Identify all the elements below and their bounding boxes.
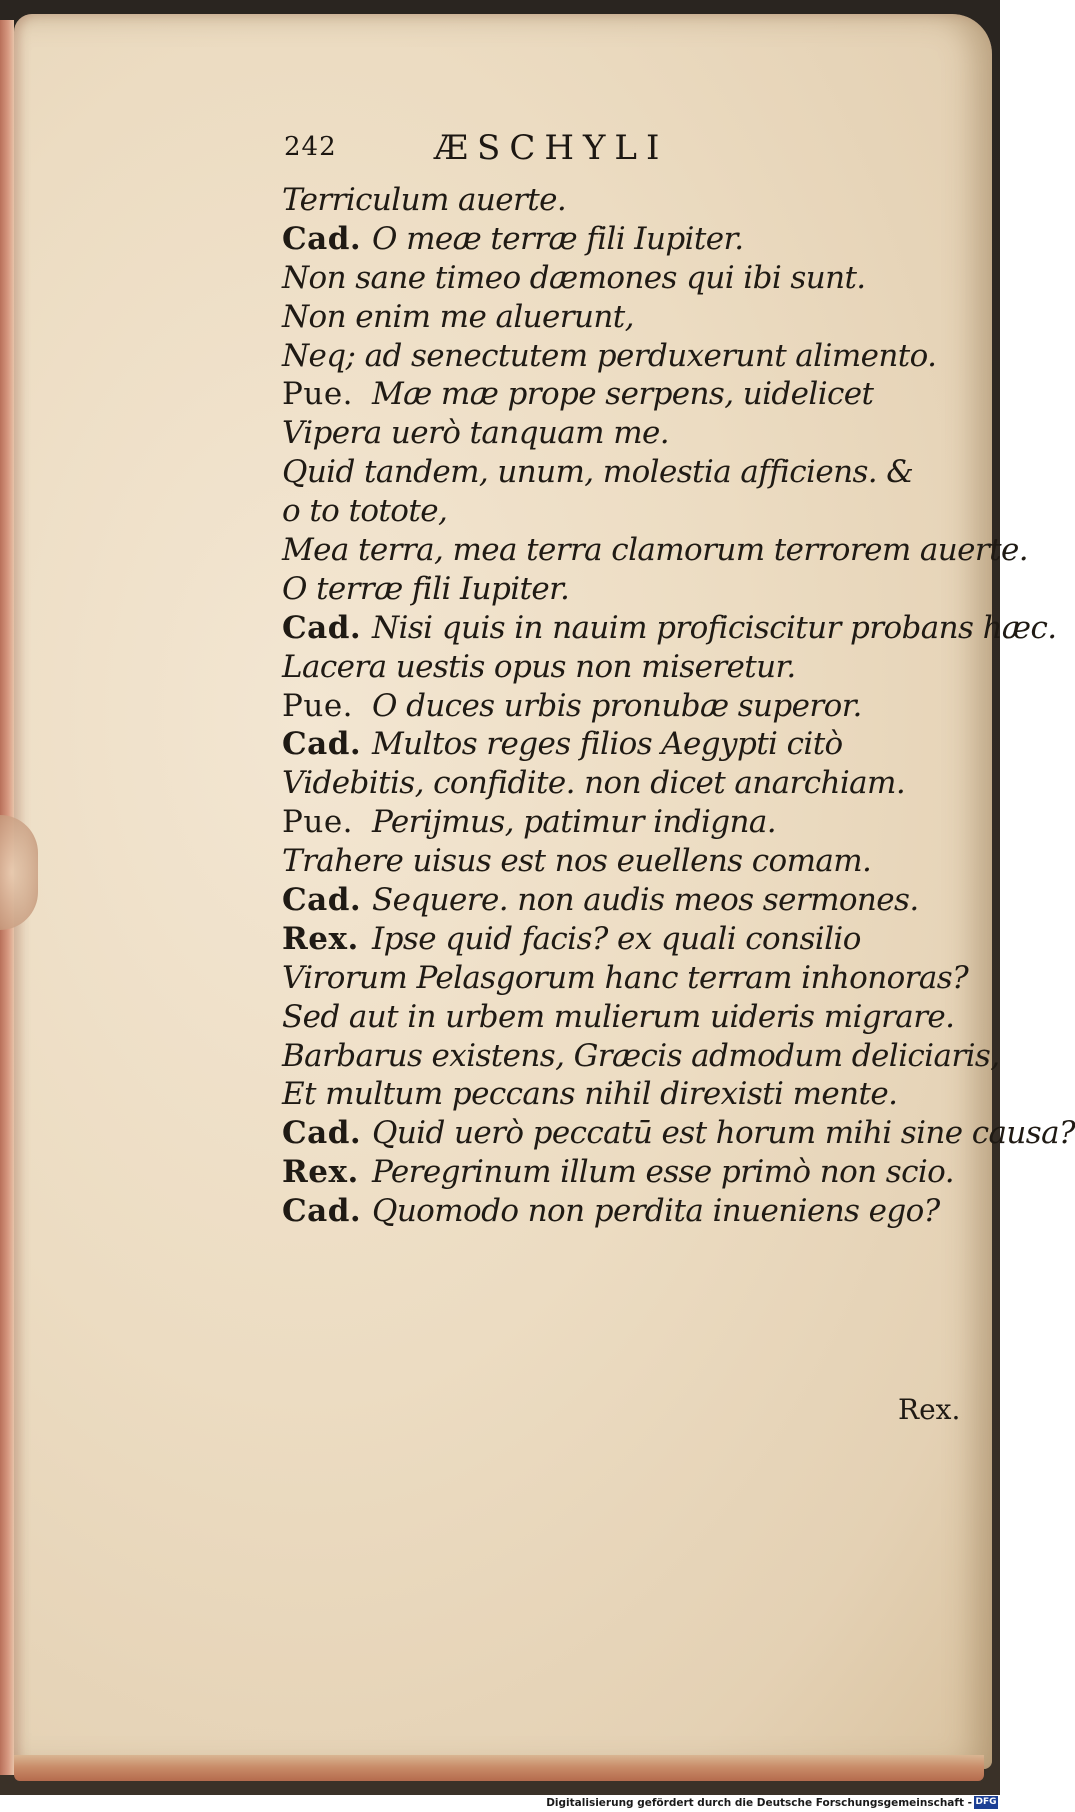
verse-line: [282, 803, 982, 842]
verse-text: Videbitis, confidite. non dicet anarchiam.: [282, 765, 906, 802]
verse-line: [282, 687, 982, 726]
dfg-logo: DFG: [975, 1797, 997, 1807]
speaker-label: Cad.: [282, 609, 362, 646]
verse-line: [282, 842, 982, 881]
verse-line: [282, 1153, 982, 1192]
verse-line: [282, 1192, 982, 1231]
verse-text: O terræ fili Iupiter.: [282, 570, 570, 607]
verse-text: Trahere uisus est nos euellens comam.: [282, 843, 872, 880]
verse-line: [282, 1037, 1000, 1076]
speaker-label: Pue.: [282, 687, 354, 724]
verse-line: [282, 492, 982, 531]
verse-text: Lacera uestis opus non miseretur.: [282, 648, 796, 685]
verse-text: Barbarus existens, Græcis admodum deliciaris,: [282, 1037, 1000, 1074]
verse-text: Sed aut in urbem mulierum uideris migrare.: [282, 998, 955, 1035]
verse-text: Vipera uerò tanquam me.: [282, 415, 669, 452]
verse-line: [282, 298, 982, 337]
verse-line: [282, 375, 982, 414]
verse-text: Ipse quid facis? ex quali consilio: [372, 920, 861, 957]
verse-line: [282, 998, 982, 1037]
verse-line: [282, 609, 1057, 648]
verse-text: Non sane timeo dæmones qui ibi sunt.: [282, 259, 866, 296]
verse-text: O duces urbis pronubæ superor.: [372, 687, 862, 724]
speaker-label: Pue.: [282, 376, 354, 413]
catchword: Rex.: [898, 1393, 961, 1426]
verse-text: o to totote,: [282, 493, 448, 530]
verse-text: Mæ mæ prope serpens, uidelicet: [372, 376, 874, 413]
verse-text: Quid tandem, unum, molestia afficiens. &: [282, 454, 914, 491]
verse-line: [282, 1075, 982, 1114]
speaker-label: Cad.: [282, 1193, 362, 1230]
verse-line: [282, 337, 982, 376]
running-title: ÆSCHYLI: [434, 128, 669, 168]
verse-text: Quomodo non perdita inueniens ego?: [372, 1193, 940, 1230]
speaker-label: Cad.: [282, 220, 362, 257]
verse-text: Virorum Pelasgorum hanc terram inhonoras?: [282, 959, 969, 996]
verse-text: Peregrinum illum esse primò non scio.: [372, 1154, 954, 1191]
verse-line: [282, 881, 982, 920]
page-edge-bottom: [14, 1755, 984, 1781]
verse-text: Perijmus, patimur indigna.: [372, 804, 777, 841]
footer-credit: Digitalisierung gefördert durch die Deutsche Forschungsgemeinschaft -: [546, 1797, 972, 1809]
verse-line: [282, 259, 982, 298]
speaker-label: Rex.: [282, 920, 359, 957]
speaker-label: Cad.: [282, 726, 362, 763]
verse-text: Et multum peccans nihil direxisti mente.: [282, 1076, 898, 1113]
page-header: [284, 128, 804, 176]
verse-text: Non enim me aluerunt,: [282, 298, 634, 335]
speaker-label: Cad.: [282, 882, 362, 919]
verse-line: [282, 531, 1028, 570]
speaker-label: Pue.: [282, 804, 354, 841]
verse-text: Multos reges filios Aegypti citò: [372, 726, 843, 763]
verse-line: [282, 648, 982, 687]
verse-line: [282, 764, 982, 803]
verse-text: Quid uerò peccatū est horum mihi sine causa?: [372, 1115, 1075, 1152]
verse-text: Terriculum auerte.: [282, 182, 567, 218]
verse-line: [282, 453, 982, 492]
verse-line: [282, 959, 982, 998]
verse-text: Sequere. non audis meos sermones.: [372, 882, 919, 919]
verse-text: O meæ terræ fili Iupiter.: [372, 220, 744, 257]
verse-block: [282, 181, 1075, 1231]
speaker-label: Cad.: [282, 1115, 362, 1152]
verse-line: [282, 414, 982, 453]
verse-text: Mea terra, mea terra clamorum terrorem auerte.: [282, 532, 1028, 569]
verse-line: [282, 220, 982, 259]
verse-line: [282, 181, 982, 220]
verse-line: [282, 1114, 1075, 1153]
verse-line: [282, 725, 982, 764]
speaker-label: Rex.: [282, 1154, 359, 1191]
verse-line: [282, 570, 982, 609]
verse-text: Neq; ad senectutem perduxerunt alimento.: [282, 337, 937, 374]
page-number: 242: [284, 132, 337, 162]
verse-text: Nisi quis in nauim proficiscitur probans hæc.: [372, 609, 1057, 646]
verse-line: [282, 920, 982, 959]
